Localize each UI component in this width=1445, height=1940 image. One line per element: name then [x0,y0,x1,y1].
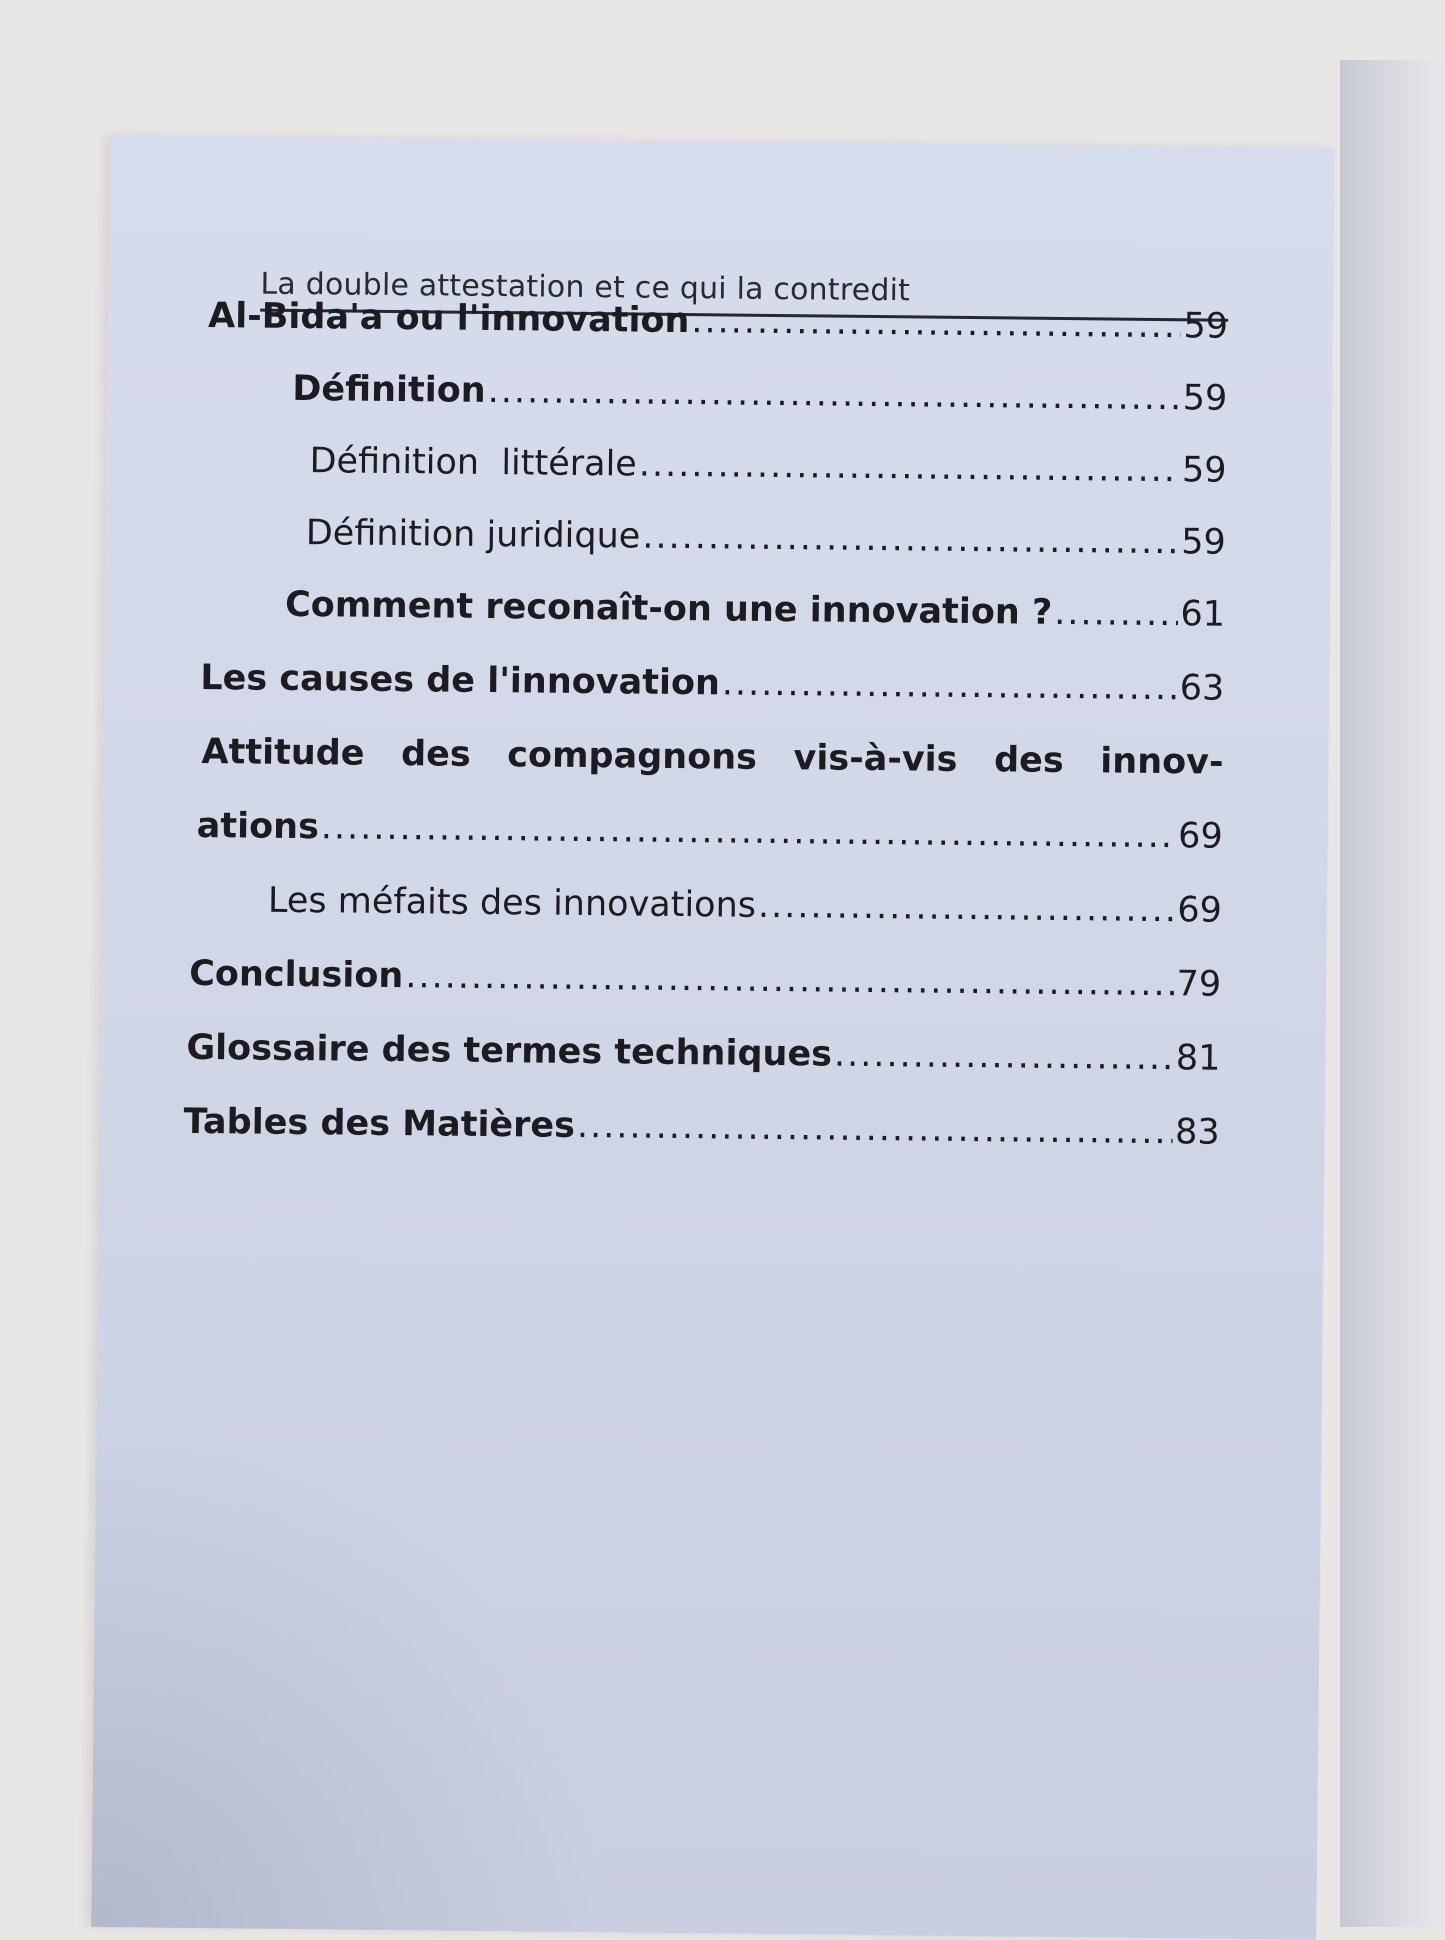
toc-entry-page: 59 [1181,450,1227,491]
book-page [91,135,1335,1940]
toc-entry [292,369,1227,419]
toc-leader [642,517,1179,563]
toc-entry [200,658,1224,709]
toc-entry-title: ations [196,805,320,848]
toc-entry-title: Conclusion [189,953,404,997]
toc-leader [321,807,1177,856]
toc-leader [834,1035,1174,1079]
toc-entry [183,1102,1219,1153]
toc-entry-page: 83 [1174,1112,1220,1153]
toc-entry-title: Al-Bida'a ou l'innovation [207,296,690,342]
toc-entry-title: Les méfaits des innovations [267,880,757,926]
toc-entry-page: 81 [1175,1038,1221,1079]
toc-entry-title: Définition [292,368,486,411]
toc-entry [186,1028,1220,1079]
toc-leader [487,371,1180,418]
toc-entry-page: 79 [1176,964,1222,1005]
toc-entry-page: 59 [1183,306,1229,347]
toc-entry-page: 61 [1180,594,1226,635]
toc-entry-title: Comment reconaît-on une innovation ? [284,584,1053,633]
toc-entry-title: Définition littérale [309,441,638,485]
toc-leader [577,1106,1173,1152]
next-page-edge [1340,60,1445,1927]
toc-entry-page: 63 [1179,668,1225,709]
toc-entry-page: 69 [1177,816,1223,857]
toc-entry [197,806,1223,857]
toc-entry [309,441,1226,491]
toc-leader [691,301,1182,346]
toc-entry-title: Les causes de l'innovation [200,657,721,704]
running-header: La double attestation et ce qui la contredit [260,266,911,309]
toc-entry-page: 59 [1181,522,1227,563]
toc-entry [285,585,1225,635]
toc-leader [639,445,1181,491]
toc-leader [758,886,1176,930]
toc-entry [189,954,1221,1005]
toc-entry-wrapped-line: Attitude des compagnons vis-à-vis des innov- [201,731,1224,783]
toc-entry-page: 69 [1177,890,1223,931]
toc-entry-title: Tables des Matières [183,1101,576,1146]
hand-shadow [91,1407,616,1932]
toc-entry-title: Glossaire des termes techniques [186,1027,833,1075]
toc-leader [1054,593,1179,634]
toc-entry [268,881,1222,931]
toc-leader [405,956,1175,1004]
toc-leader [722,663,1178,708]
toc-entry-page: 59 [1182,378,1228,419]
toc-entry [306,513,1226,563]
toc-entry-title: Définition juridique [305,513,641,557]
